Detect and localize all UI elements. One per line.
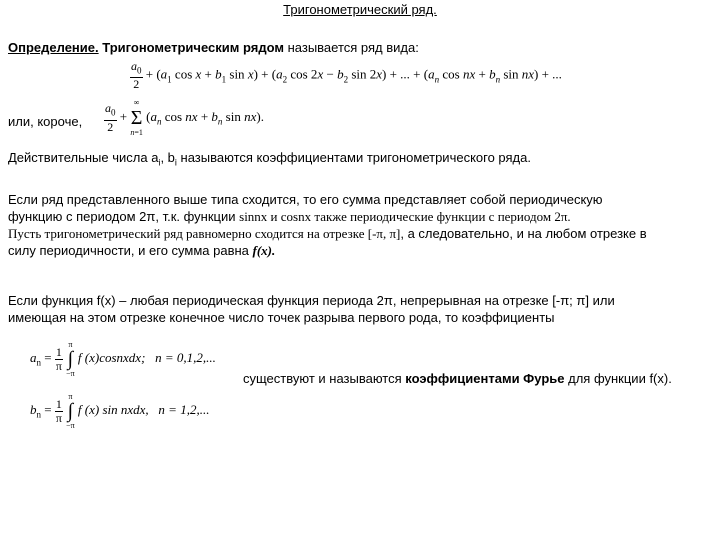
coef-prefix: Действительные числа a xyxy=(8,150,159,165)
fourier-text-a: существуют и называются xyxy=(243,371,402,386)
formula-bn xyxy=(30,392,209,430)
fourier-term: коэффициентами Фурье xyxy=(405,371,565,386)
bn-den: π xyxy=(55,410,62,425)
a0-fraction-short: $\frac{a_0}{2}$ xyxy=(105,101,116,134)
bn-eq: = xyxy=(41,401,55,417)
bn-upper: π xyxy=(68,392,73,401)
fourier-text-b: для функции f(x). xyxy=(568,371,672,386)
paragraph-1-line-3 xyxy=(8,226,647,242)
paragraph-1-line-4 xyxy=(8,243,275,259)
an-fraction xyxy=(55,346,63,373)
an-lhs: a xyxy=(30,349,37,365)
fourier-line xyxy=(243,371,672,387)
an-body: f (x)cosnxdx; xyxy=(77,349,146,365)
coef-sub-a: i xyxy=(158,157,161,168)
p1-l3-b: , а следовательно, и на любом отрезке в xyxy=(400,226,647,241)
an-upper: π xyxy=(68,340,73,349)
bn-integral: π ∫ −π xyxy=(66,392,75,430)
bn-lower: −π xyxy=(66,421,75,430)
short-label: или, короче, xyxy=(8,114,83,129)
bn-body: f (x) sin nxdx, xyxy=(77,401,149,417)
formula-short: $\frac{a_0}{2}$ + ∞ Σ n=1 ($a_n$ cos nx + $b_n$ sin nx). xyxy=(105,98,264,137)
formula-long: $\frac{a_0}{2}$ + ($a_1$ $\cos x + b_1$ $\sin x) + (a_2$ $\cos 2x - b_2$ sin 2x) + ... + ($a_n$ cos nx + $b_n$ sin nx) + ... xyxy=(131,59,562,92)
definition-term: Тригонометрическим рядом xyxy=(102,40,284,55)
bn-sub: n xyxy=(36,409,41,420)
paragraph-1-line-1: Если ряд представленного выше типа сходится, то его сумма представляет собой периодическую xyxy=(8,192,603,207)
an-eq: = xyxy=(41,349,55,365)
coefficients-line xyxy=(8,150,531,171)
p1-l2-b: sinnx и cosnx также периодические функции с периодом 2π. xyxy=(239,209,571,224)
a0-fraction: $\frac{a_0}{2}$ xyxy=(131,59,142,92)
coef-sep: , b xyxy=(160,150,175,165)
bn-range: n = 1,2,... xyxy=(158,401,210,417)
page-title: Тригонометрический ряд. xyxy=(283,2,437,17)
paragraph-2-line-1: Если функция f(x) – любая периодическая функция периода 2π, непрерывная на отрезке [-π; π] или xyxy=(8,293,615,308)
definition-line xyxy=(8,40,419,56)
an-lower: −π xyxy=(66,369,75,378)
an-num: 1 xyxy=(55,344,62,359)
p1-l3-a: Пусть тригонометрический ряд равномерно сходится на отрезке [-π, π] xyxy=(8,226,401,241)
coef-text: называются коэффициентами тригонометрического ряда. xyxy=(180,150,531,165)
bn-num: 1 xyxy=(55,396,62,411)
p1-l2-a: функцию с периодом 2π, т.к. функции xyxy=(8,209,236,224)
definition-text: называется ряд вида: xyxy=(287,40,419,55)
p1-l4-b: f(x). xyxy=(252,243,276,258)
bn-fraction xyxy=(55,398,63,425)
paragraph-1-line-2 xyxy=(8,209,571,225)
an-range: n = 0,1,2,... xyxy=(155,349,216,365)
sum-symbol: ∞ Σ n=1 xyxy=(130,98,143,137)
bn-lhs: b xyxy=(30,401,37,417)
formula-an xyxy=(30,340,216,378)
an-sub: n xyxy=(36,357,41,368)
an-integral: π ∫ −π xyxy=(66,340,75,378)
definition-label: Определение. xyxy=(8,40,99,55)
paragraph-2-line-2: имеющая на этом отрезке конечное число точек разрыва первого рода, то коэффициенты xyxy=(8,310,555,325)
coef-sub-b: i xyxy=(174,157,177,168)
p1-l4-a: силу периодичности, и его сумма равна xyxy=(8,243,249,258)
an-den: π xyxy=(55,358,62,373)
